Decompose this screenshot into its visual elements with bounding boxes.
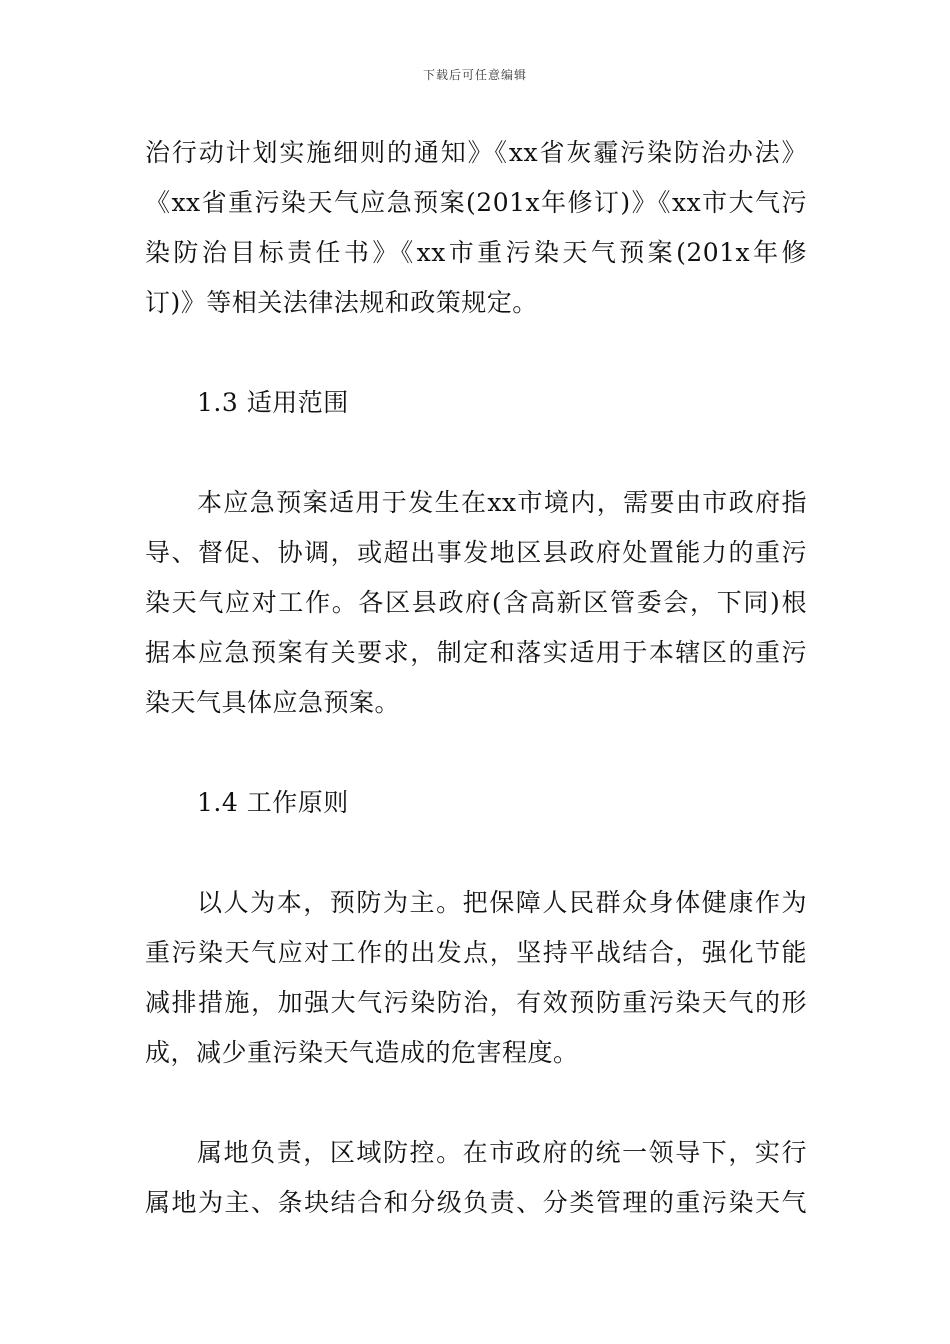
paragraph-principle-people xyxy=(145,878,807,1078)
spacer xyxy=(145,728,807,778)
header-note: 下载后可任意编辑 xyxy=(422,68,527,82)
text-line: 导、督促、协调，或超出事发地区县政府处置能力的重污 xyxy=(145,538,807,567)
text-line: 染天气应对工作。各区县政府(含高新区管委会，下同)根 xyxy=(145,588,807,617)
text-line: 订)》等相关法律法规和政策规定。 xyxy=(145,288,538,317)
text-line: 《xx省重污染天气应急预案(201x年修订)》《xx市大气污 xyxy=(145,188,807,217)
text-line: 属地为主、条块结合和分级负责、分类管理的重污染天气 xyxy=(145,1188,807,1217)
spacer xyxy=(145,428,807,478)
paragraph-principle-territorial xyxy=(145,1128,807,1228)
text-line: 染天气具体应急预案。 xyxy=(145,688,401,717)
text-line: 成，减少重污染天气造成的危害程度。 xyxy=(145,1038,579,1067)
text-line: 据本应急预案有关要求，制定和落实适用于本辖区的重污 xyxy=(145,638,807,667)
text-line: 本应急预案适用于发生在xx市境内，需要由市政府指 xyxy=(197,488,807,517)
text-line: 属地负责，区域防控。在市政府的统一领导下，实行 xyxy=(197,1138,807,1167)
paragraph-scope xyxy=(145,478,807,728)
spacer xyxy=(145,328,807,378)
text-line: 以人为本，预防为主。把保障人民群众身体健康作为 xyxy=(197,888,807,917)
document-body xyxy=(145,128,807,1228)
text-line: 治行动计划实施细则的通知》《xx省灰霾污染防治办法》 xyxy=(145,138,807,167)
section-heading-1-4: 1.4 工作原则 xyxy=(197,788,349,817)
spacer xyxy=(145,828,807,878)
spacer xyxy=(145,1078,807,1128)
paragraph-legal-basis xyxy=(145,128,807,328)
section-heading-1-3: 1.3 适用范围 xyxy=(197,388,349,417)
text-line: 重污染天气应对工作的出发点，坚持平战结合，强化节能 xyxy=(145,938,807,967)
text-line: 染防治目标责任书》《xx市重污染天气预案(201x年修 xyxy=(145,238,807,267)
text-line: 减排措施，加强大气污染防治，有效预防重污染天气的形 xyxy=(145,988,807,1017)
